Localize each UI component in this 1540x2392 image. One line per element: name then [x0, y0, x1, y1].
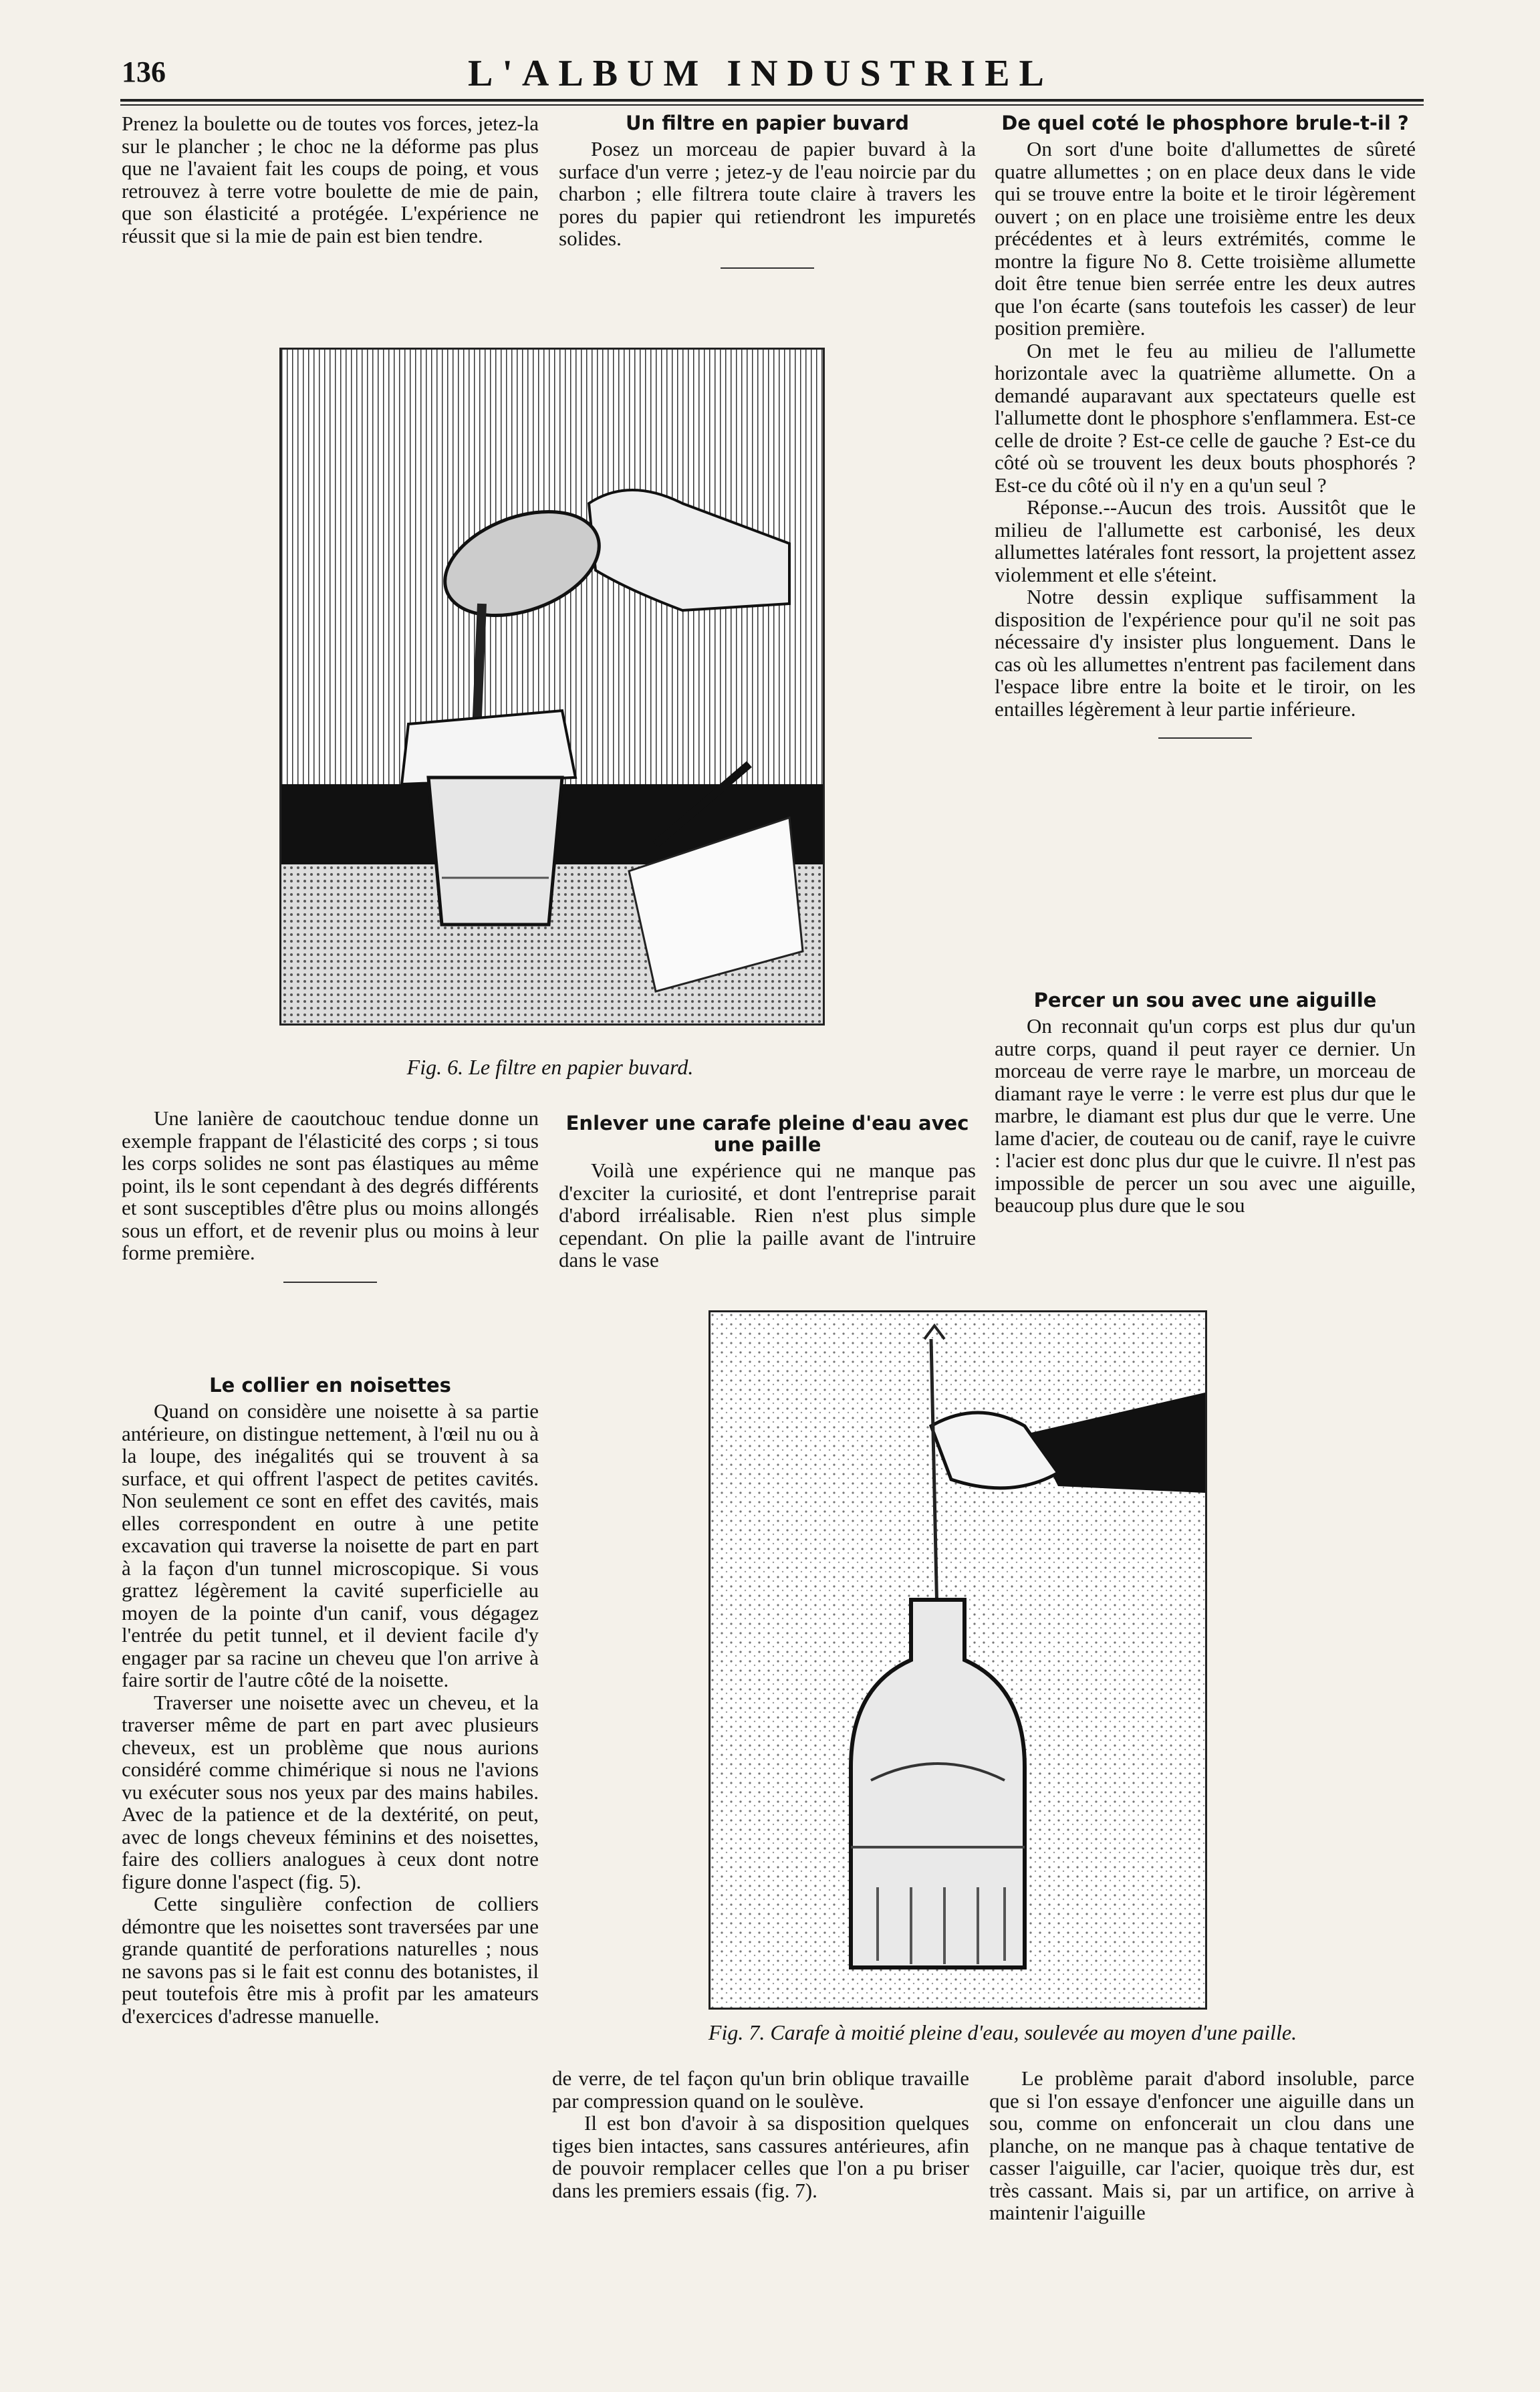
carafe-engraving — [711, 1312, 1205, 2008]
paragraph: Quand on considère une noisette à sa partie antérieure, on distingue nettement, à l'œil nu ou à la loupe, des inégalités qui se trouvent à sa surface, et qui offrent l'aspect de petites cavités. Non seulement ce sont en effet des cavités, mais elles correspondent en outre à une petite excavation qui traverse la noisette de part en part à la façon d'un tunnel microscopique. Si vous grattez légèrement la cavité superficielle au moyen de la pointe d'un canif, vous dégagez l'entrée du petit tunnel, et il devient facile d'y engager par sa racine un cheveu que l'on arrive à faire sortir de l'autre côté de la noisette. — [122, 1399, 539, 1691]
figure-6-illustration — [279, 348, 825, 1026]
filter-engraving — [281, 350, 823, 1024]
article-heading: Percer un sou avec une aiguille — [1033, 989, 1377, 1011]
paragraph: Réponse.--Aucun des trois. Aussitôt que le milieu de l'allumette est carbonisé, les deux allumettes latérales font ressort, la projettent assez violemment et elle s'éteint. — [995, 495, 1416, 586]
header-rule-thin — [120, 104, 1424, 106]
filter-article — [559, 112, 976, 286]
paragraph: On reconnait qu'un corps est plus dur qu'un autre corps, quand il peut rayer ce dernier. Un morceau de verre raye le marbre, un morceau de diamant raye le verre : le verre est plus dur que le marbre, le diamant est plus dur que le verre. Une lame d'acier, de couteau ou de canif, raye le cuivre : l'acier est donc plus dur que le cuivre. Il n'est pas impossible de percer un sou avec une aiguille, beaucoup plus dure que le sou — [995, 1014, 1416, 1217]
separator — [1158, 737, 1252, 739]
paragraph: Il est bon d'avoir à sa disposition quelques tiges bien intactes, sans cassures antérieures, afin de pouvoir remplacer celles que l'on a pu briser dans les premiers essais (fig. 7). — [552, 2111, 969, 2202]
paragraph: Notre dessin explique suffisamment la disposition de l'expérience pour qu'il ne soit pas nécessaire d'y insister plus longuement. Dans le cas où les allumettes n'entrent pas facilement dans l'espace libre entre la boite et le tiroir, on les entailles légèrement à leur partie inférieure. — [995, 585, 1416, 721]
figure-7-illustration — [709, 1310, 1207, 2010]
article-heading: Un filtre en papier buvard — [625, 112, 910, 134]
article-heading: Le collier en noisettes — [209, 1374, 451, 1397]
paragraph: On sort d'une boite d'allumettes de sûreté quatre allumettes ; on en place deux dans le vide qui se trouve entre la boite et le tiroir légèrement ouvert ; on en place une troisième entre les deux précédentes et à leurs extrémités, comme le montre la figure No 8. Cette troisième allumette doit être tenue bien serrée entre les deux autres que l'on écarte (sans toutefois les casser) de leur position première. — [995, 137, 1416, 340]
paragraph: Voilà une expérience qui ne manque pas d'exciter la curiosité, et dont l'entreprise parait d'abord irréalisable. Rien n'est plus simple cependant. On plie la paille avant de l'intruire dans le vase — [559, 1159, 976, 1272]
article-heading: Enlever une carafe pleine d'eau avec une paille — [565, 1112, 969, 1156]
paragraph: Posez un morceau de papier buvard à la surface d'un verre ; jetez-y de l'eau noircie par du charbon ; elle filtrera toute claire à travers les pores du papier qui retiendront les impuretés solides. — [559, 137, 976, 250]
separator — [721, 267, 814, 269]
journal-title: L'ALBUM INDUSTRIEL — [468, 53, 1053, 94]
phosphore-article — [995, 112, 1416, 756]
paragraph: Prenez la boulette ou de toutes vos forces, jetez-la sur le plancher ; le choc ne la déforme pas plus que ne l'avaient fait les coups de poing, et vous retrouvez à terre votre boulette de mie de pain, que son élasticité a protégée. L'expérience ne réussit que si la mie de pain est bien tendre. — [122, 112, 539, 247]
header-rule — [120, 99, 1424, 102]
paragraph: On met le feu au milieu de l'allumette horizontale avec la quatrième allumette. On a demandé auparavant aux spectateurs quelle est l'allumette dont le phosphore s'enflammera. Est-ce celle de droite ? Est-ce celle de gauche ? Est-ce du côté où se trouvent les deux bouts phosphorés ? Est-ce du côté où il n'y en a qu'un seul ? — [995, 338, 1416, 497]
article-heading: De quel coté le phosphore brule-t-il ? — [1001, 112, 1409, 134]
paragraph: de verre, de tel façon qu'un brin oblique travaille par compression quand on le soulève. — [552, 2066, 969, 2113]
paragraph: Cette singulière confection de colliers démontre que les noisettes sont traversées par une grande quantité de perforations naturelles ; nous ne savons pas si le fait est connu des botanistes, il peut toutefois être mis à profit par les amateurs d'exercices d'adresse manuelle. — [122, 1892, 539, 2028]
paragraph: Traverser une noisette avec un cheveu, et la traverser même de part en part avec plusieurs cheveux, est un problème que nous aurions considéré comme chimérique si nous ne l'avions vu exécuter sous nos yeux par des mains habiles. Avec de la patience et de la dextérité, on peut, avec de longs cheveux féminins et des noisettes, faire des colliers analogues à ceux dont notre figure donne l'aspect (fig. 5). — [122, 1690, 539, 1893]
figure-6-caption: Fig. 6. Le filtre en papier buvard. — [406, 1055, 694, 1079]
carafe-article — [559, 1112, 976, 1272]
figure-7-caption: Fig. 7. Carafe à moitié pleine d'eau, soulevée au moyen d'une paille. — [708, 2020, 1297, 2044]
paragraph: Le problème parait d'abord insoluble, parce que si l'on essaye d'enfoncer une aiguille dans un sou, comme on enfoncerait un clou dans une planche, on ne manque pas à chaque tentative de casser l'aiguille, car l'acier, quoique très dur, est très cassant. Mais si, par un artifice, on arrive à maintenir l'aiguille — [989, 2066, 1414, 2224]
carafe-article-continued — [552, 2067, 969, 2201]
sou-aiguille-article — [995, 989, 1416, 1217]
collier-article — [122, 1374, 539, 2027]
separator — [283, 1282, 377, 1283]
col1-mid-article — [122, 1107, 539, 1300]
col1-top-article — [122, 112, 539, 247]
sou-aiguille-article-continued — [989, 2067, 1414, 2224]
paragraph: Une lanière de caoutchouc tendue donne un exemple frappant de l'élasticité des corps ; si tous les corps solides ne sont pas élastiques au même point, ils le sont cependant à des degrés différents et sont susceptibles d'être plus ou moins allongés sous un effort, et de revenir plus ou moins à leur forme première. — [122, 1106, 539, 1264]
page-number: 136 — [122, 55, 166, 88]
